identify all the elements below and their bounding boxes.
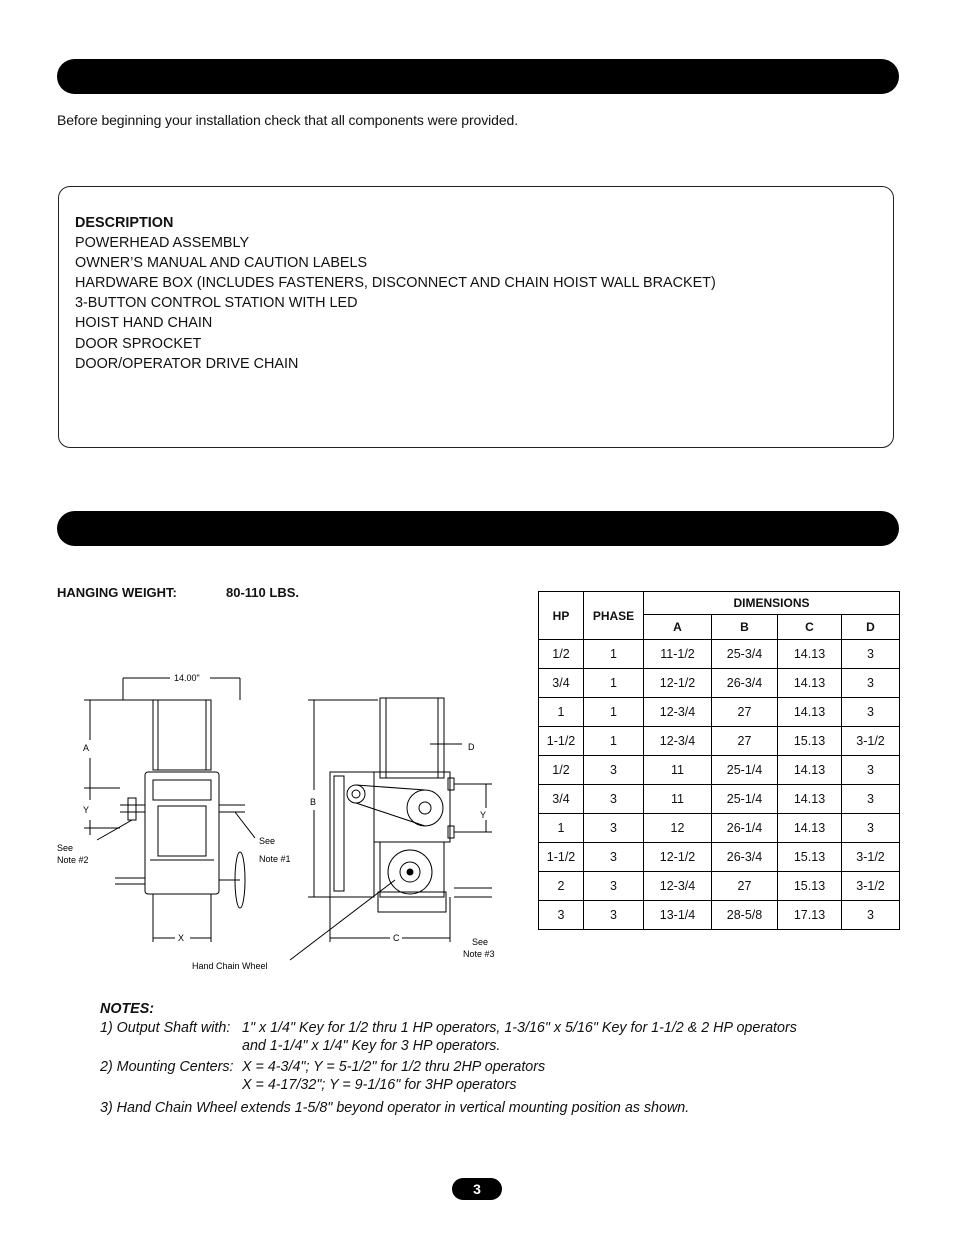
table-row [539, 698, 900, 727]
table-cell: 12-3/4 [644, 727, 712, 756]
dim-a-label: A [83, 743, 90, 753]
table-cell: 3 [539, 901, 584, 930]
table-cell: 3/4 [539, 785, 584, 814]
table-cell: 1-1/2 [539, 843, 584, 872]
table-row [539, 756, 900, 785]
table-cell: 12-1/2 [644, 843, 712, 872]
col-phase: PHASE [584, 592, 644, 640]
table-cell: 3 [842, 698, 900, 727]
operator-dimension-drawing [50, 660, 510, 980]
table-row [539, 727, 900, 756]
table-cell: 25-3/4 [712, 640, 778, 669]
table-cell: 14.13 [778, 756, 842, 785]
notes [100, 1000, 797, 1117]
note-2-cont: X = 4-17/32"; Y = 9-1/16" for 3HP operators [242, 1077, 517, 1093]
dim-width-label: 14.00" [174, 673, 200, 683]
table-cell: 3 [584, 843, 644, 872]
col-hp: HP [539, 592, 584, 640]
components-list [75, 213, 716, 374]
hanging-weight-label: HANGING WEIGHT: [57, 585, 177, 600]
component-item: DOOR SPROCKET [75, 335, 202, 352]
table-cell: 1/2 [539, 756, 584, 785]
table-row [539, 843, 900, 872]
note-2-text: X = 4-3/4"; Y = 5-1/2" for 1/2 thru 2HP operators [242, 1058, 546, 1075]
table-cell: 14.13 [778, 814, 842, 843]
component-item: 3-BUTTON CONTROL STATION WITH LED [75, 295, 358, 312]
dim-c-label: C [393, 933, 400, 943]
table-row [539, 640, 900, 669]
table-cell: 1 [584, 727, 644, 756]
component-item: DOOR/OPERATOR DRIVE CHAIN [75, 355, 299, 372]
table-cell: 1 [539, 814, 584, 843]
table-cell: 26-1/4 [712, 814, 778, 843]
col-c: C [778, 615, 842, 640]
table-cell: 11-1/2 [644, 640, 712, 669]
table-cell: 3 [584, 785, 644, 814]
note2-label: Note #2 [57, 855, 89, 865]
table-cell: 15.13 [778, 843, 842, 872]
table-cell: 12-1/2 [644, 669, 712, 698]
note1-label: Note #1 [259, 854, 291, 864]
see-label: See [259, 836, 276, 846]
component-item: HOIST HAND CHAIN [75, 315, 213, 332]
col-a: A [644, 615, 712, 640]
table-cell: 3 [842, 756, 900, 785]
hanging-weight-value: 80-110 LBS. [226, 585, 299, 600]
table-cell: 3-1/2 [842, 872, 900, 901]
components-header: DESCRIPTION [75, 215, 174, 231]
table-cell: 26-3/4 [712, 843, 778, 872]
table-cell: 3 [584, 756, 644, 785]
intro-text: Before beginning your installation check that all components were provided. [57, 112, 519, 128]
table-cell: 3/4 [539, 669, 584, 698]
table-body [539, 640, 900, 930]
table-cell: 27 [712, 698, 778, 727]
note-2-label: 2) Mounting Centers: [100, 1058, 234, 1075]
table-cell: 15.13 [778, 872, 842, 901]
notes-title: NOTES: [100, 1001, 155, 1017]
table-cell: 2 [539, 872, 584, 901]
table-cell: 28-5/8 [712, 901, 778, 930]
col-dimensions: DIMENSIONS [644, 592, 900, 615]
table-cell: 13-1/4 [644, 901, 712, 930]
section-banner-specs [57, 511, 899, 546]
table-cell: 1 [539, 698, 584, 727]
table-cell: 14.13 [778, 640, 842, 669]
table-cell: 1 [584, 698, 644, 727]
section-banner-top [57, 59, 899, 94]
table-cell: 1 [584, 640, 644, 669]
table-cell: 3-1/2 [842, 727, 900, 756]
see-label: See [472, 937, 489, 947]
dim-d-label: D [468, 742, 475, 752]
table-cell: 15.13 [778, 727, 842, 756]
note-1 [100, 1019, 797, 1038]
table-cell: 3 [842, 785, 900, 814]
page-number: 3 [452, 1178, 502, 1200]
table-row [539, 785, 900, 814]
table-cell: 25-1/4 [712, 785, 778, 814]
table-cell: 14.13 [778, 698, 842, 727]
component-item: HARDWARE BOX (INCLUDES FASTENERS, DISCONNECT AND CHAIN HOIST WALL BRACKET) [75, 275, 716, 292]
dim-y-label: Y [83, 805, 90, 815]
table-cell: 1 [584, 669, 644, 698]
note-2 [100, 1058, 797, 1077]
table-cell: 12-3/4 [644, 698, 712, 727]
table-row [539, 901, 900, 930]
component-item: OWNER’S MANUAL AND CAUTION LABELS [75, 255, 368, 272]
table-cell: 3-1/2 [842, 843, 900, 872]
col-d: D [842, 615, 900, 640]
note-3: 3) Hand Chain Wheel extends 1-5/8" beyond operator in vertical mounting position as shown. [100, 1099, 690, 1116]
table-cell: 14.13 [778, 785, 842, 814]
table-cell: 12-3/4 [644, 872, 712, 901]
table-row [539, 814, 900, 843]
table-cell: 1-1/2 [539, 727, 584, 756]
table-cell: 3 [584, 872, 644, 901]
table-row [539, 669, 900, 698]
table-cell: 11 [644, 785, 712, 814]
dimensions-table [538, 591, 900, 930]
table-cell: 27 [712, 727, 778, 756]
note-1-cont: and 1-1/4" x 1/4" Key for 3 HP operators. [242, 1038, 501, 1054]
component-item: POWERHEAD ASSEMBLY [75, 235, 250, 252]
see-label: See [57, 843, 74, 853]
dim-b-label: B [310, 797, 317, 807]
table-cell: 25-1/4 [712, 756, 778, 785]
dim-y-right-label: Y [480, 810, 487, 820]
table-cell: 1/2 [539, 640, 584, 669]
table-cell: 3 [842, 814, 900, 843]
table-cell: 3 [842, 901, 900, 930]
table-cell: 3 [584, 814, 644, 843]
hand-chain-wheel-label: Hand Chain Wheel [192, 961, 268, 971]
front-view [192, 698, 495, 971]
table-cell: 17.13 [778, 901, 842, 930]
table-cell: 26-3/4 [712, 669, 778, 698]
table-cell: 14.13 [778, 669, 842, 698]
table-row [539, 872, 900, 901]
dim-x-label: X [178, 933, 185, 943]
hanging-weight [57, 585, 299, 600]
side-view [57, 673, 291, 943]
col-b: B [712, 615, 778, 640]
table-cell: 27 [712, 872, 778, 901]
note-1-text: 1" x 1/4" Key for 1/2 thru 1 HP operators, 1-3/16" x 5/16" Key for 1-1/2 & 2 HP operators [242, 1019, 797, 1036]
note-1-label: 1) Output Shaft with: [100, 1019, 231, 1036]
table-cell: 3 [842, 669, 900, 698]
table-cell: 11 [644, 756, 712, 785]
table-cell: 3 [842, 640, 900, 669]
table-cell: 12 [644, 814, 712, 843]
table-cell: 3 [584, 901, 644, 930]
note3-label: Note #3 [463, 949, 495, 959]
